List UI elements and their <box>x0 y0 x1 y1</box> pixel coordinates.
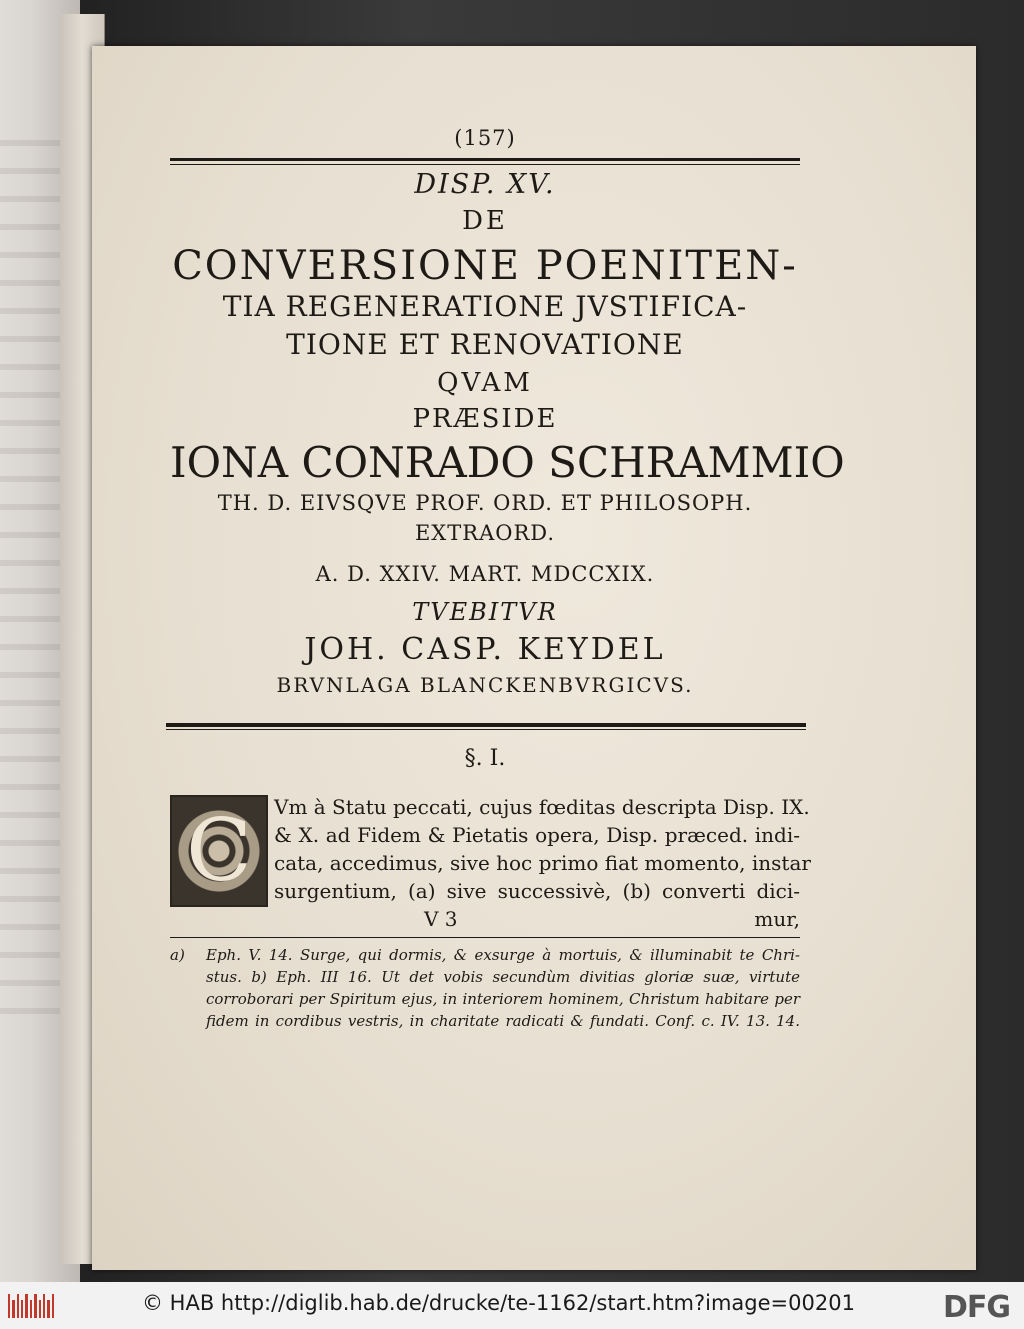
section-mark: §. I. <box>464 746 506 771</box>
catchword: mur, <box>754 907 800 931</box>
footnote-text: Eph. V. 14. Surge, qui dormis, & exsurge à mortuis, & illuminabit te Chri- <box>206 946 800 964</box>
initial-letter: C <box>186 801 252 901</box>
hab-barcode-logo-icon[interactable] <box>8 1294 54 1318</box>
section-rule <box>166 723 806 730</box>
disputation-date: A. D. XXIV. MART. MDCCXIX. <box>315 562 655 586</box>
respondent-name: JOH. CASP. KEYDEL <box>304 632 666 667</box>
title-line-2: TIA REGENERATIONE JVSTIFICA- <box>222 290 748 323</box>
disputation-number: DISP. XV. <box>414 169 556 200</box>
footnotes <box>170 944 800 1032</box>
body-line: & X. ad Fidem & Pietatis opera, Disp. præced. indi- <box>274 823 800 847</box>
viewer-footer <box>0 1282 1024 1329</box>
body-line: Vm à Statu peccati, cujus fœditas descripta Disp. IX. <box>274 795 810 819</box>
president-title-1: TH. D. EIVSQVE PROF. ORD. ET PHILOSOPH. <box>217 491 753 515</box>
heading-de: DE <box>462 206 508 236</box>
dfg-logo[interactable]: DFG <box>942 1290 1010 1325</box>
title-line-1: CONVERSIONE POENITEN- <box>172 243 798 289</box>
header-rule <box>170 158 800 165</box>
president-name: IONA CONRADO SCHRAMMIO <box>170 438 845 487</box>
president-title-2: EXTRAORD. <box>414 521 556 545</box>
title-line-3: TIONE ET RENOVATIONE <box>286 328 684 361</box>
footnote-line <box>170 944 800 966</box>
page-number: (157) <box>454 126 516 150</box>
footnote-line: stus. b) Eph. III 16. Ut det vobis secundùm divitias gloriæ suæ, virtute <box>206 968 800 986</box>
page-content <box>170 126 845 1032</box>
copyright-url[interactable]: © HAB http://diglib.hab.de/drucke/te-1162/start.htm?image=00201 <box>142 1291 855 1315</box>
footnote-line: fidem in cordibus vestris, in charitate radicati & fundati. Conf. c. IV. 13. 14. <box>206 1012 800 1030</box>
footnote-rule <box>170 937 800 938</box>
signature-line <box>274 905 800 933</box>
heading-praeside: PRÆSIDE <box>412 404 558 434</box>
body-line: cata, accedimus, sive hoc primo fiat momento, instar <box>274 851 811 875</box>
respondent-origin: BRVNLAGA BLANCKENBVRGICVS. <box>276 673 694 697</box>
heading-quam: QVAM <box>437 368 533 398</box>
footnote-marker: a) <box>170 946 185 964</box>
body-line: surgentium, (a) sive successivè, (b) converti dici- <box>274 879 800 903</box>
signature-mark: V 3 <box>424 907 458 931</box>
footnote-line: corroborari per Spiritum ejus, in interiorem hominem, Christum habitare per <box>206 990 800 1008</box>
bleed-through-text <box>0 140 66 1020</box>
heading-tuebitur: TVEBITVR <box>412 598 558 626</box>
decorated-initial <box>170 795 268 907</box>
body-text <box>170 793 811 1032</box>
scanned-page <box>92 46 976 1270</box>
